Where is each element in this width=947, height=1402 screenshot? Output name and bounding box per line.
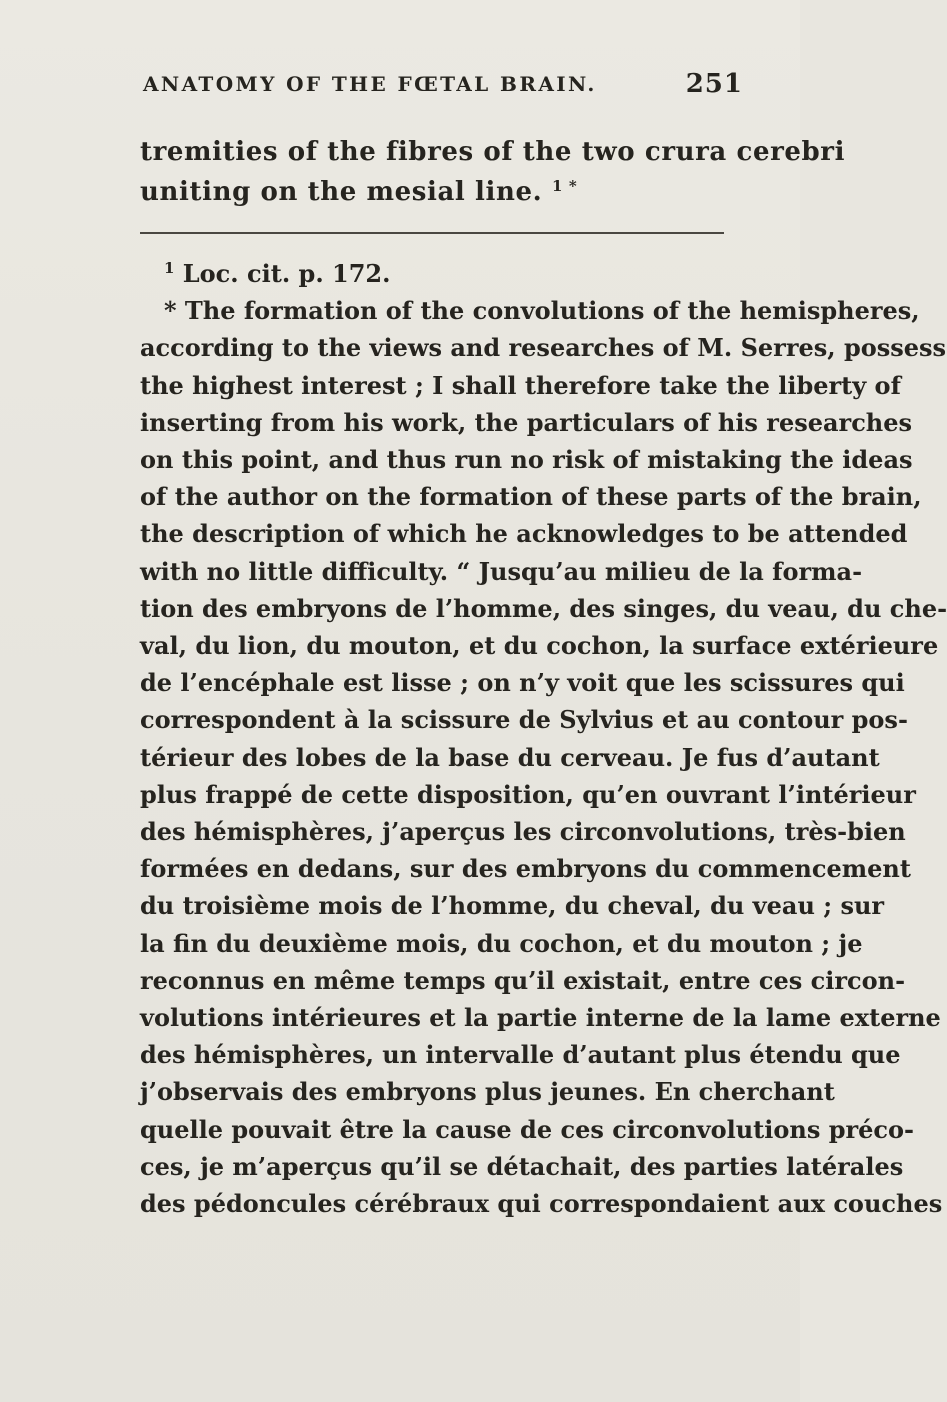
footnote-line: correspondent à la scissure de Sylvius et au contour pos- [140,705,908,735]
footnote-line: j’observais des embryons plus jeunes. En cherchant [140,1077,835,1107]
footnote-line: according to the views and researches of M. Serres, possess [140,333,947,363]
footnote-1-text: Loc. cit. p. 172. [182,259,391,288]
footnote-line: volutions intérieures et la partie interne de la lame externe [140,1003,941,1033]
running-head [115,69,745,106]
footnote-line: ces, je m’aperçus qu’il se détachait, des parties latérales [140,1151,904,1181]
footnote-line: formées en dedans, sur des embryons du commencement [140,854,911,884]
footnote-line: des hémisphères, j’aperçus les circonvolutions, très-bien [140,817,906,847]
footnote-line: plus frappé de cette disposition, qu’en ouvrant l’intérieur [140,779,916,809]
footnotes [140,255,947,1222]
footnote-line: des hémisphères, un intervalle d’autant plus étendu que [140,1040,901,1070]
footnote-divider [140,232,724,234]
body-line [140,172,750,212]
footnote-line: reconnus en même temps qu’il existait, entre ces circon- [140,965,906,995]
footnote-line: tion des embryons de l’homme, des singes, du veau, du che- [140,593,947,623]
footnote-line: la fin du deuxième mois, du cochon, et du mouton ; je [140,928,863,958]
footnote-marker: 1 [164,259,175,277]
footnote-line: with no little difficulty. “ Jusqu’au milieu de la forma- [140,556,863,586]
body-text [140,132,846,212]
footnote-line: quelle pouvait être la cause de ces circonvolutions préco- [140,1114,914,1144]
footnote-line: on this point, and thus run no risk of mistaking the ideas [140,445,913,475]
footnote-1 [140,255,752,292]
page-number: 251 [685,69,743,99]
footnote-line: térieur des lobes de la base du cerveau. Je fus d’autant [140,742,880,772]
footnote-line: du troisième mois de l’homme, du cheval, du veau ; sur [140,891,885,921]
footnote-line: * The formation of the convolutions of the hemispheres, [164,296,920,326]
body-line: tremities of the fibres of the two crura cerebri [140,137,846,167]
running-title: ANATOMY OF THE FŒTAL BRAIN. [143,72,597,96]
footnote-line: inserting from his work, the particulars of his researches [140,407,913,437]
footnote-line: of the author on the formation of these parts of the brain, [140,482,922,512]
footnote-line: des pédoncules cérébraux qui correspondaient aux couches [140,1189,943,1219]
footnote-line: de l’encéphale est lisse ; on n’y voit que les scissures qui [140,668,905,698]
footnote-line: val, du lion, du mouton, et du cochon, la surface extérieure [140,631,939,661]
footnote-line: the highest interest ; I shall therefore take the liberty of [140,370,901,400]
footnote-reference: 1 * [551,177,578,195]
body-line-text: uniting on the mesial line. [140,177,552,207]
footnote-line: the description of which he acknowledges to be attended [140,519,908,549]
